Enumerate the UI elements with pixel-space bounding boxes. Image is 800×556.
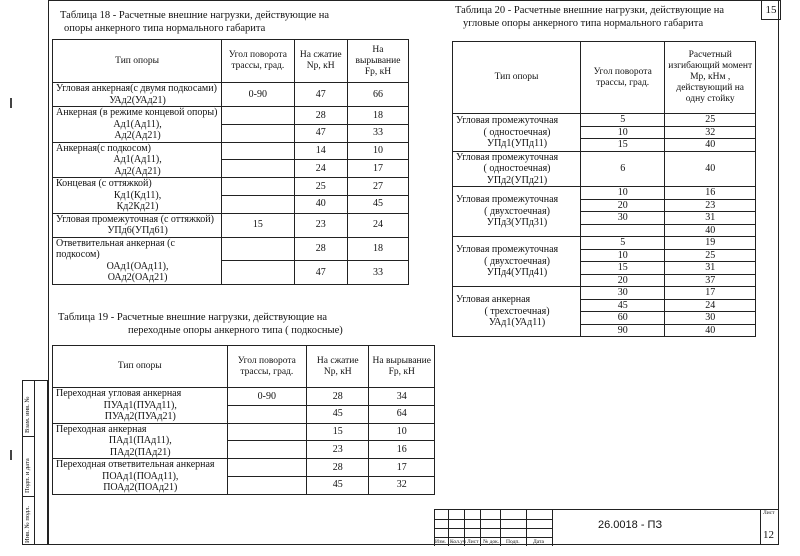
stamp-row xyxy=(434,528,552,538)
caption-line: Таблица 20 - Расчетные внешние нагрузки, действующие на xyxy=(455,5,725,16)
value-cell xyxy=(222,124,294,142)
value-cell: 14 xyxy=(294,142,347,160)
support-type-line: Угловая анкерная xyxy=(456,294,531,306)
support-type-line: Переходная ответвительная анкерная xyxy=(56,459,215,470)
stamp-col xyxy=(552,510,553,546)
value-cell: 33 xyxy=(347,261,408,285)
table-19-caption xyxy=(58,311,343,337)
header-pull: На вырывание Fр, кН xyxy=(369,346,435,388)
sheet-box xyxy=(760,509,780,545)
value-cell xyxy=(227,441,307,459)
header-angle: Угол поворота трассы, град. xyxy=(227,346,307,388)
header-pull: На вырывание Fр, кН xyxy=(347,40,408,83)
value-cell: 23 xyxy=(665,199,756,212)
side-stamp-label: Инв. № подл. xyxy=(24,505,31,543)
support-type-line: УПд6(УПд61) xyxy=(107,225,168,236)
table-row xyxy=(453,237,756,250)
value-cell: 19 xyxy=(665,237,756,250)
document-number: 26.0018 - ПЗ xyxy=(598,519,663,531)
value-cell xyxy=(227,476,307,494)
value-cell: 33 xyxy=(347,124,408,142)
header-moment: Расчетный изгибающий момент Mр, кНм , действующий на одну стойку xyxy=(665,42,756,114)
value-cell: 30 xyxy=(581,212,665,225)
value-cell: 17 xyxy=(347,160,408,178)
value-cell xyxy=(222,107,294,125)
value-cell: 10 xyxy=(369,423,435,441)
value-cell: 16 xyxy=(665,187,756,200)
value-cell xyxy=(227,423,307,441)
value-cell: 40 xyxy=(665,324,756,337)
value-cell: 47 xyxy=(294,124,347,142)
header-compress: На сжатие Nр, кН xyxy=(294,40,347,83)
binding-mark xyxy=(10,98,12,108)
table-row xyxy=(453,287,756,300)
value-cell: 10 xyxy=(347,142,408,160)
value-cell: 18 xyxy=(347,237,408,261)
table-row xyxy=(53,388,435,406)
value-cell: 45 xyxy=(581,299,665,312)
caption-line: угловые опоры анкерного типа нормального габарита xyxy=(463,18,704,29)
value-cell: 45 xyxy=(307,405,369,423)
value-cell: 30 xyxy=(581,287,665,300)
support-type-line: ОАд2(ОАд21) xyxy=(107,272,168,283)
support-type-cell xyxy=(53,83,222,107)
table-20-caption xyxy=(455,4,724,30)
support-type-line: Угловая промежуточная xyxy=(456,244,559,256)
support-type-line: УПд1(УПд11) xyxy=(486,138,548,149)
support-type-line: ПУАд2(ПУАд21) xyxy=(104,411,176,422)
support-type-line: Угловая промежуточная xyxy=(456,115,559,126)
value-cell: 5 xyxy=(581,114,665,127)
value-cell: 20 xyxy=(581,199,665,212)
table-row xyxy=(453,187,756,200)
value-cell xyxy=(227,459,307,477)
support-type-line: Угловая промежуточная xyxy=(456,194,559,206)
table-row xyxy=(53,107,409,125)
support-type-line: Ответвительная анкерная (с подкосом) xyxy=(56,237,175,260)
value-cell xyxy=(222,195,294,213)
value-cell: 90 xyxy=(581,324,665,337)
value-cell xyxy=(222,178,294,196)
support-type-line: УПд3(УПд31) xyxy=(486,217,548,229)
stamp-label: Изм. xyxy=(435,539,446,545)
value-cell: 47 xyxy=(294,261,347,285)
value-cell: 15 xyxy=(581,139,665,152)
side-stamp-label: Взам. инв. № xyxy=(24,396,31,433)
side-stamp xyxy=(22,380,48,545)
support-type-line: Анкерная (в режиме концевой опоры) xyxy=(56,107,218,118)
value-cell: 66 xyxy=(347,83,408,107)
value-cell: 34 xyxy=(369,388,435,406)
value-cell: 25 xyxy=(665,249,756,262)
table-row xyxy=(53,459,435,477)
stamp-col xyxy=(526,510,527,546)
table-row xyxy=(53,213,409,237)
value-cell: 40 xyxy=(665,151,756,187)
value-cell: 24 xyxy=(347,213,408,237)
value-cell: 0-90 xyxy=(222,83,294,107)
table-row xyxy=(53,178,409,196)
caption-line: опоры анкерного типа нормального габарита xyxy=(64,23,266,34)
support-type-line: УАд2(УАд21) xyxy=(109,94,166,106)
support-type-line: Анкерная(с подкосом) xyxy=(56,142,151,154)
support-type-line: Кд1(Кд11), xyxy=(113,189,162,201)
header-compress: На сжатие Nр, кН xyxy=(307,346,369,388)
value-cell: 23 xyxy=(307,441,369,459)
value-cell xyxy=(222,237,294,261)
stamp-label: Подп. xyxy=(506,539,520,545)
support-type-line: УПд2(УПд21) xyxy=(486,174,548,186)
table-20 xyxy=(452,41,756,337)
value-cell: 6 xyxy=(581,151,665,187)
support-type-cell xyxy=(453,237,581,287)
value-cell: 31 xyxy=(665,262,756,275)
side-stamp-cell xyxy=(23,436,35,496)
side-stamp-label: Подп. и дата xyxy=(24,458,31,493)
table-row xyxy=(53,142,409,160)
header-type: Тип опоры xyxy=(53,346,228,388)
value-cell: 20 xyxy=(581,274,665,287)
value-cell: 45 xyxy=(307,476,369,494)
header-type: Тип опоры xyxy=(53,40,222,83)
support-type-line: Ад2(Ад21) xyxy=(114,130,161,141)
value-cell: 64 xyxy=(369,405,435,423)
value-cell: 15 xyxy=(222,213,294,237)
support-type-cell xyxy=(53,142,222,178)
support-type-line: ПАд1(ПАд11), xyxy=(108,435,172,446)
value-cell: 25 xyxy=(665,114,756,127)
value-cell: 60 xyxy=(581,312,665,325)
stamp-col xyxy=(500,510,501,546)
sheet-label: Лист xyxy=(763,510,775,516)
value-cell: 15 xyxy=(307,423,369,441)
support-type-line: ( одностоечная) xyxy=(483,163,551,174)
value-cell: 10 xyxy=(581,187,665,200)
value-cell: 17 xyxy=(665,287,756,300)
support-type-cell xyxy=(453,287,581,337)
header-angle: Угол поворота трассы, град. xyxy=(581,42,665,114)
support-type-line: ПОАд1(ПОАд11), xyxy=(102,470,179,482)
stamp-label: Дата xyxy=(533,539,544,545)
support-type-line: Кд2Кд21) xyxy=(116,201,159,212)
top-sheet-number: 15 xyxy=(761,0,781,20)
sheet-value: 12 xyxy=(763,529,774,541)
table-row xyxy=(453,151,756,187)
support-type-line: ( трехстоечная) xyxy=(484,305,550,317)
value-cell: 28 xyxy=(307,388,369,406)
header-angle: Угол поворота трассы, град. xyxy=(222,40,294,83)
value-cell: 10 xyxy=(581,126,665,139)
support-type-cell xyxy=(53,388,228,424)
support-type-cell xyxy=(453,187,581,237)
value-cell xyxy=(227,405,307,423)
value-cell: 15 xyxy=(581,262,665,275)
value-cell: 31 xyxy=(665,212,756,225)
support-type-line: Угловая анкерная(с двумя подкосами) xyxy=(56,83,217,94)
header-type: Тип опоры xyxy=(453,42,581,114)
support-type-cell xyxy=(53,213,222,237)
value-cell: 45 xyxy=(347,195,408,213)
value-cell: 28 xyxy=(294,237,347,261)
stamp-label: Лист xyxy=(467,539,479,545)
caption-line: Таблица 19 - Расчетные внешние нагрузки, действующие на xyxy=(58,312,328,323)
support-type-cell xyxy=(53,178,222,214)
value-cell: 24 xyxy=(294,160,347,178)
support-type-line: Переходная анкерная xyxy=(56,423,147,435)
table-row xyxy=(53,83,409,107)
value-cell: 23 xyxy=(294,213,347,237)
support-type-cell xyxy=(53,237,222,284)
value-cell xyxy=(581,224,665,237)
support-type-line: ( двухстоечная) xyxy=(484,205,550,217)
value-cell: 32 xyxy=(369,476,435,494)
support-type-line: Угловая промежуточная (с оттяжкой) xyxy=(56,213,214,225)
side-stamp-cell xyxy=(23,381,35,436)
value-cell: 37 xyxy=(665,274,756,287)
value-cell: 40 xyxy=(294,195,347,213)
value-cell: 28 xyxy=(307,459,369,477)
support-type-line: ( двухстоечная) xyxy=(484,255,550,267)
value-cell: 28 xyxy=(294,107,347,125)
stamp-col xyxy=(448,510,449,546)
support-type-cell xyxy=(453,151,581,187)
stamp-label: № док. xyxy=(483,539,500,545)
value-cell: 27 xyxy=(347,178,408,196)
side-stamp-cell xyxy=(23,496,35,544)
table-18-caption xyxy=(60,9,329,35)
value-cell: 16 xyxy=(369,441,435,459)
support-type-line: Угловая промежуточная xyxy=(456,151,559,163)
binding-mark xyxy=(10,450,12,460)
value-cell xyxy=(222,261,294,285)
support-type-line: УПд4(УПд41) xyxy=(486,267,548,279)
support-type-line: Ад2(Ад21) xyxy=(114,165,161,177)
value-cell: 32 xyxy=(665,126,756,139)
support-type-line: УАд1(УАд11) xyxy=(488,317,546,329)
support-type-line: ПАд2(ПАд21) xyxy=(109,446,171,458)
value-cell: 30 xyxy=(665,312,756,325)
value-cell xyxy=(222,160,294,178)
value-cell: 5 xyxy=(581,237,665,250)
value-cell xyxy=(222,142,294,160)
stamp-col xyxy=(480,510,481,546)
table-row xyxy=(453,114,756,127)
value-cell: 24 xyxy=(665,299,756,312)
value-cell: 40 xyxy=(665,139,756,152)
value-cell: 17 xyxy=(369,459,435,477)
support-type-line: Ад1(Ад11), xyxy=(113,118,162,130)
support-type-line: Переходная угловая анкерная xyxy=(56,388,182,399)
support-type-line: ПОАд2(ПОАд21) xyxy=(103,482,178,493)
caption-line: переходные опоры анкерного типа ( подкосные) xyxy=(128,325,343,336)
support-type-cell xyxy=(53,459,228,495)
table-19 xyxy=(52,345,435,495)
support-type-cell xyxy=(53,423,228,459)
support-type-cell xyxy=(53,107,222,143)
support-type-line: Концевая (с оттяжкой) xyxy=(56,178,152,189)
value-cell: 0-90 xyxy=(227,388,307,406)
value-cell: 25 xyxy=(294,178,347,196)
table-row xyxy=(53,237,409,261)
support-type-line: ОАд1(ОАд11), xyxy=(106,260,169,272)
table-row xyxy=(53,423,435,441)
caption-line: Таблица 18 - Расчетные внешние нагрузки, действующие на xyxy=(60,10,330,21)
value-cell: 40 xyxy=(665,224,756,237)
value-cell: 10 xyxy=(581,249,665,262)
value-cell: 18 xyxy=(347,107,408,125)
value-cell: 47 xyxy=(294,83,347,107)
support-type-cell xyxy=(453,114,581,152)
support-type-line: ПУАд1(ПУАд11), xyxy=(103,399,177,411)
support-type-line: Ад1(Ад11), xyxy=(113,154,162,165)
stamp-label: Кол.уч xyxy=(450,539,466,545)
support-type-line: ( одностоечная) xyxy=(483,126,551,138)
table-18 xyxy=(52,39,409,285)
